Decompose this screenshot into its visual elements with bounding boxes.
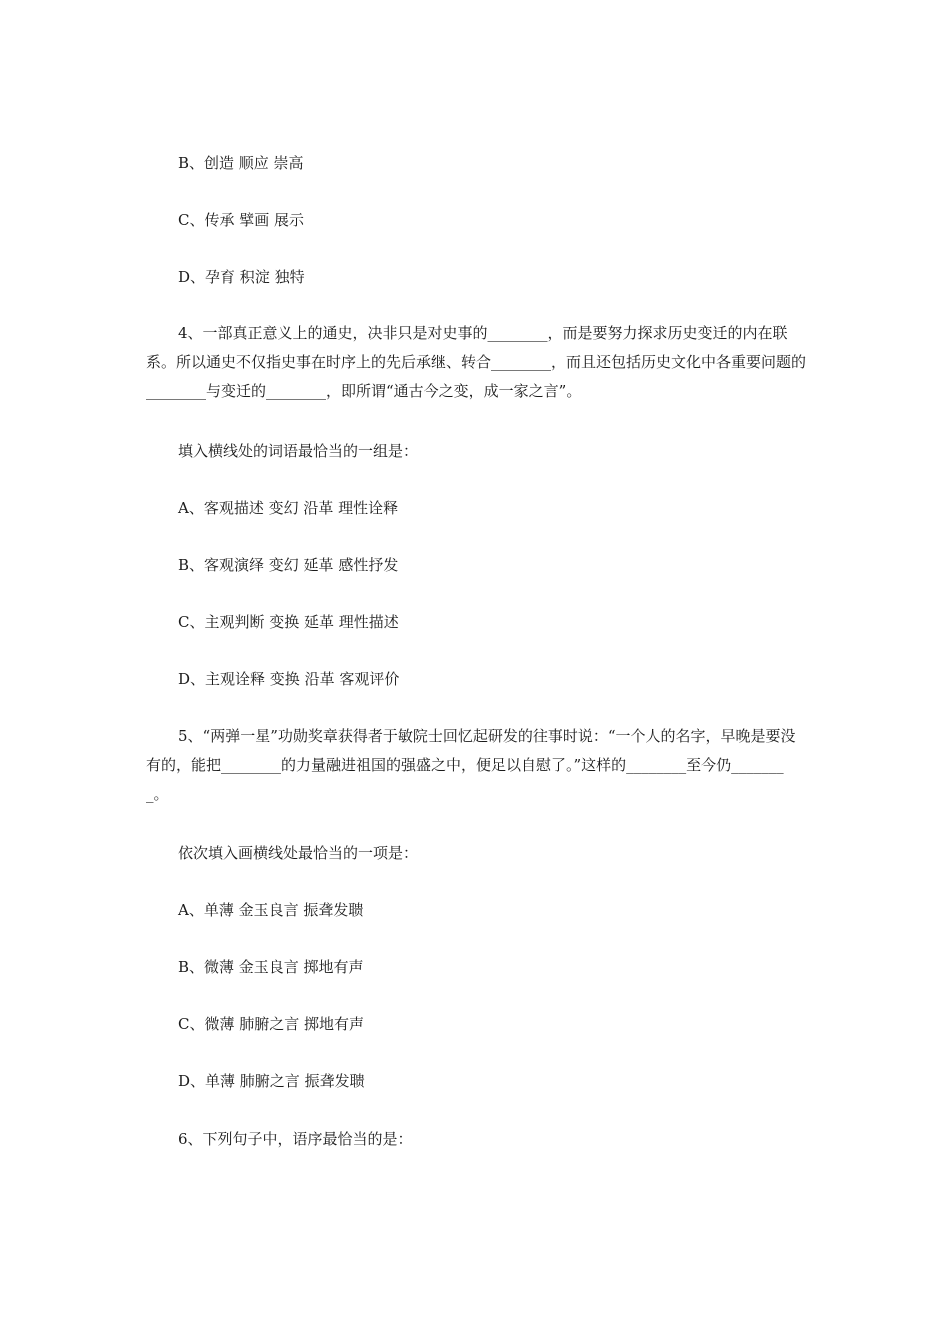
q3-option-d: D、孕育 积淀 独特 xyxy=(178,268,305,286)
q4-option-d: D、主观诠释 变换 沿革 客观评价 xyxy=(178,670,400,688)
q5-stem: 5、“两弹一星”功勋奖章获得者于敏院士回忆起研发的往事时说：“一个人的名字，早晚是要没有的，能把________的力量融进祖国的强盛之中，便足以自慰了。”这样的________至今仍________。 xyxy=(146,727,796,803)
q3-option-b: B、创造 顺应 崇高 xyxy=(178,154,304,172)
q4-option-c: C、主观判断 变换 延革 理性描述 xyxy=(178,613,399,631)
q5-prompt: 依次填入画横线处最恰当的一项是： xyxy=(178,844,419,862)
q6-stem: 6、下列句子中，语序最恰当的是： xyxy=(178,1130,413,1148)
q5-option-c: C、微薄 肺腑之言 掷地有声 xyxy=(178,1015,365,1033)
q3-option-c: C、传承 擘画 展示 xyxy=(178,211,305,229)
q5-option-a: A、单薄 金玉良言 振聋发聩 xyxy=(178,901,364,919)
q4-stem: 4、一部真正意义上的通史，决非只是对史事的________，而是要努力探求历史变迁的内在联系。所以通史不仅指史事在时序上的先后承继、转合________，而且还包括历史文化中各重要问题的________与变迁的________，即所谓“通古今之变，成一家之言”。 xyxy=(146,324,807,400)
q4-option-b: B、客观演绎 变幻 延革 感性抒发 xyxy=(178,556,399,574)
q5-option-d: D、单薄 肺腑之言 振聋发聩 xyxy=(178,1072,365,1090)
q4-prompt: 填入横线处的词语最恰当的一组是： xyxy=(178,442,419,460)
q4-option-a: A、客观描述 变幻 沿革 理性诠释 xyxy=(178,499,399,517)
q5-option-b: B、微薄 金玉良言 掷地有声 xyxy=(178,958,364,976)
